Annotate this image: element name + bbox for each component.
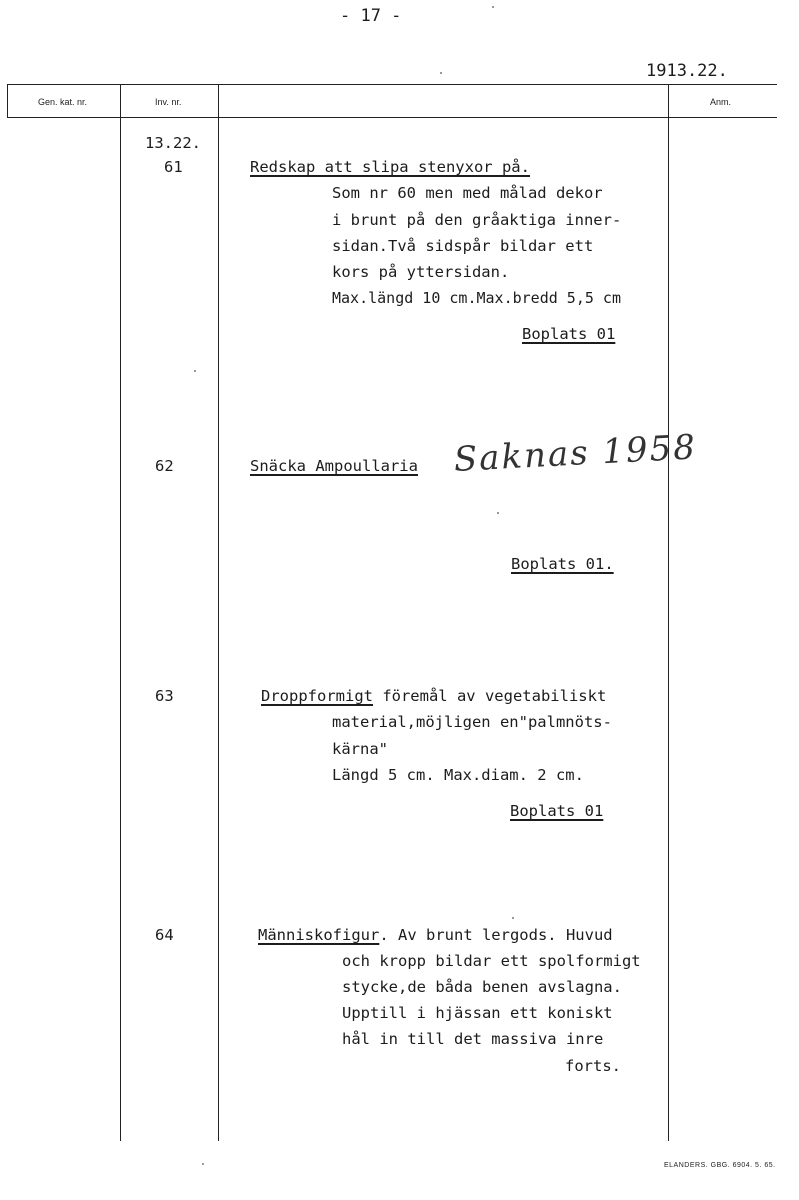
entry-64-line-1: och kropp bildar ett spolformigt [342,952,641,970]
entry-61-title: Redskap att slipa stenyxor på. [250,158,530,176]
scan-speck [202,1163,204,1165]
entry-62-title: Snäcka Ampoullaria [250,457,418,475]
scan-speck [440,72,442,74]
entry-64-title-line [258,926,613,944]
entry-63-line-1: material,möjligen en"palmnöts- [332,713,612,731]
entry-63-title-line [261,687,606,705]
column-divider-gen-inv [120,84,121,1141]
entry-64-line-4: hål in till det massiva inre [342,1030,604,1048]
entry-63-title-rest: föremål av vegetabiliskt [372,687,607,705]
entry-62-site: Boplats 01. [511,555,614,573]
header-anm: Anm. [710,97,732,107]
scan-speck [492,6,494,8]
column-divider-inv-desc [218,84,219,1141]
entry-61-line-1: Som nr 60 men med målad dekor [332,184,603,202]
entry-63-site: Boplats 01 [510,802,604,820]
entry-64-title-rest: . Av brunt lergods. Huvud [379,926,613,944]
handwritten-note-saknas: Saknas 1958 [452,427,698,480]
entry-64-title: Människofigur [258,926,380,944]
left-border [7,84,8,118]
catalog-number: 1913.22. [646,61,728,81]
table-header-rule [7,117,777,118]
column-divider-desc-anm [668,84,669,1141]
scan-speck [512,917,514,919]
entry-61-line-2: i brunt på den gråaktiga inner- [332,211,622,229]
printer-mark: ELANDERS. GBG. 6904. 5. 65. [664,1162,776,1169]
entry-61-number: 61 [164,158,183,176]
entry-63-line-2: kärna" [332,740,388,758]
entry-63-title: Droppformigt [261,687,373,705]
entry-61-line-4: kors på yttersidan. [332,263,510,281]
scan-speck [194,370,196,372]
header-gen-kat-nr: Gen. kat. nr. [38,97,88,107]
entry-64-line-2: stycke,de båda benen avslagna. [342,978,622,996]
page-number: - 17 - [340,6,402,26]
entry-61-site: Boplats 01 [522,325,616,343]
scan-speck [497,512,499,514]
header-inv-nr: Inv. nr. [155,97,182,107]
entry-63-number: 63 [155,687,174,705]
inv-prefix: 13.22. [145,134,201,152]
entry-61-line-3: sidan.Två sidspår bildar ett [332,237,594,255]
entry-63-line-3: Längd 5 cm. Max.diam. 2 cm. [332,766,584,784]
entry-61-line-5: Max.längd 10 cm.Max.bredd 5,5 cm [332,289,621,307]
table-top-rule [7,84,777,85]
entry-64-number: 64 [155,926,174,944]
entry-64-line-3: Upptill i hjässan ett koniskt [342,1004,613,1022]
entry-64-continued: forts. [565,1057,621,1075]
entry-62-number: 62 [155,457,174,475]
